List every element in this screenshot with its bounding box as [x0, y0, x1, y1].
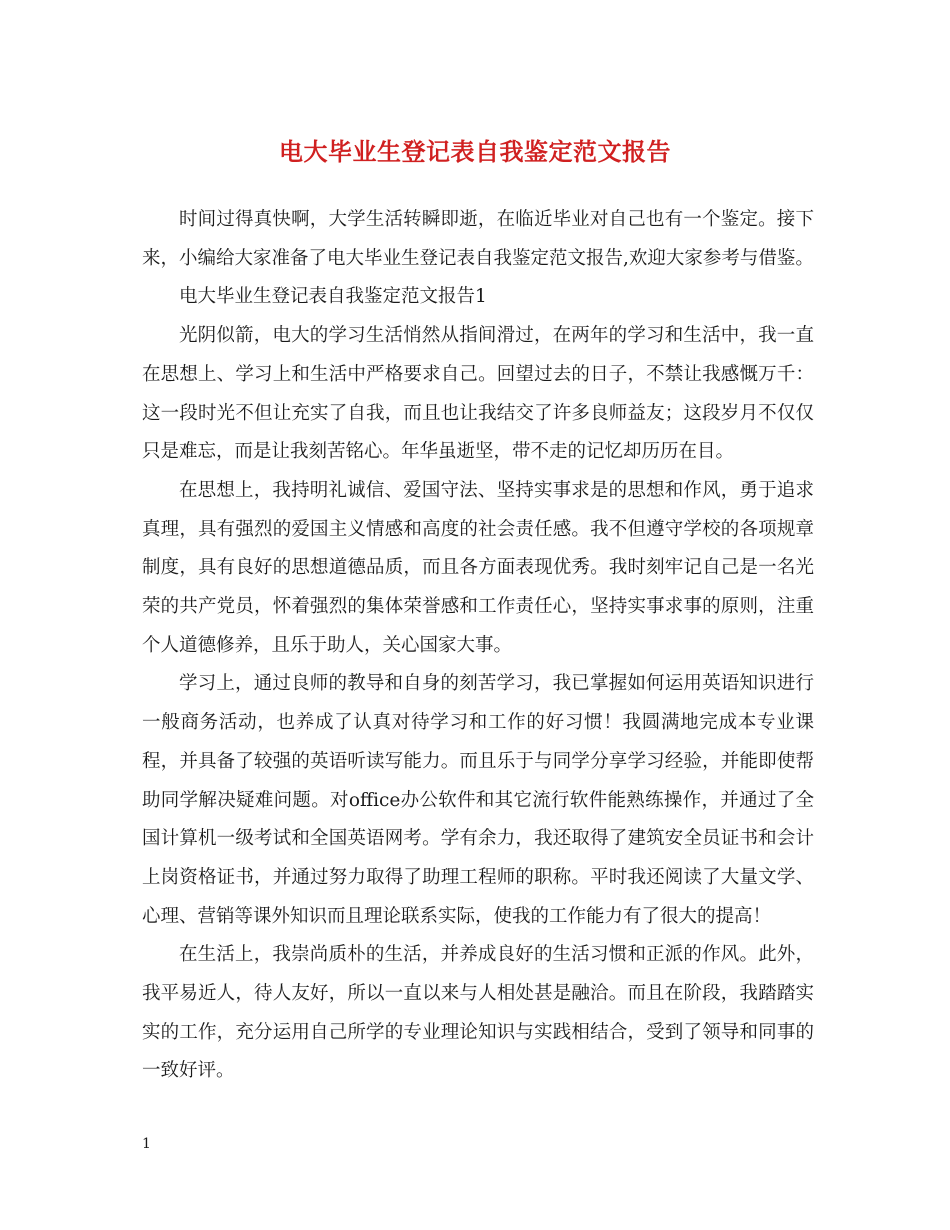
body-paragraph: 在思想上，我持明礼诚信、爱国守法、坚持实事求是的思想和作风，勇于追求真理，具有强烈的爱国主义情感和高度的社会责任感。我不但遵守学校的各项规章制度，具有良好的思想道德品质，而且各方面表现优秀。我时刻牢记自己是一名光荣的共产党员，怀着强烈的集体荣誉感和工作责任心，坚持实事求事的原则，注重个人道德修养，且乐于助人，关心国家大事。: [142, 479, 814, 656]
body-paragraph: 学习上，通过良师的教导和自身的刻苦学习，我已掌握如何运用英语知识进行一般商务活动，也养成了认真对待学习和工作的好习惯！我圆满地完成本专业课程，并具备了较强的英语听读写能力。而且乐于与同学分享学习经验，并能即使帮助同学解决疑难问题。对office办公软件和其它流行软件能熟练操作，并通过了全国计算机一级考试和全国英语网考。学有余力，我还取得了建筑安全员证书和会计上岗资格证书，并通过努力取得了助理工程师的职称。平时我还阅读了大量文学、心理、营销等课外知识而且理论联系实际，使我的工作能力有了很大的提高！: [142, 673, 814, 927]
document-title: 电大毕业生登记表自我鉴定范文报告: [279, 137, 671, 166]
body-paragraph: 在生活上，我崇尚质朴的生活，并养成良好的生活习惯和正派的作风。此外，我平易近人，待人友好，所以一直以来与人相处甚是融洽。而且在阶段，我踏踏实实的工作，充分运用自己所学的专业理论知识与实践相结合，受到了领导和同事的一致好评。: [142, 944, 814, 1082]
intro-paragraph: 时间过得真快啊，大学生活转瞬即逝，在临近毕业对自己也有一个鉴定。接下来，小编给大家准备了电大毕业生登记表自我鉴定范文报告,欢迎大家参考与借鉴。: [142, 209, 814, 269]
section-heading: 电大毕业生登记表自我鉴定范文报告1: [179, 286, 487, 308]
document-body: [142, 201, 814, 1091]
body-paragraph: 光阴似箭，电大的学习生活悄然从指间滑过，在两年的学习和生活中，我一直在思想上、学习上和生活中严格要求自己。回望过去的日子，不禁让我感慨万千：这一段时光不但让充实了自我，而且也让我结交了许多良师益友；这段岁月不仅仅只是难忘，而是让我刻苦铭心。年华虽逝坚，带不走的记忆却历历在目。: [142, 325, 814, 463]
page-number: 1: [142, 1136, 151, 1152]
